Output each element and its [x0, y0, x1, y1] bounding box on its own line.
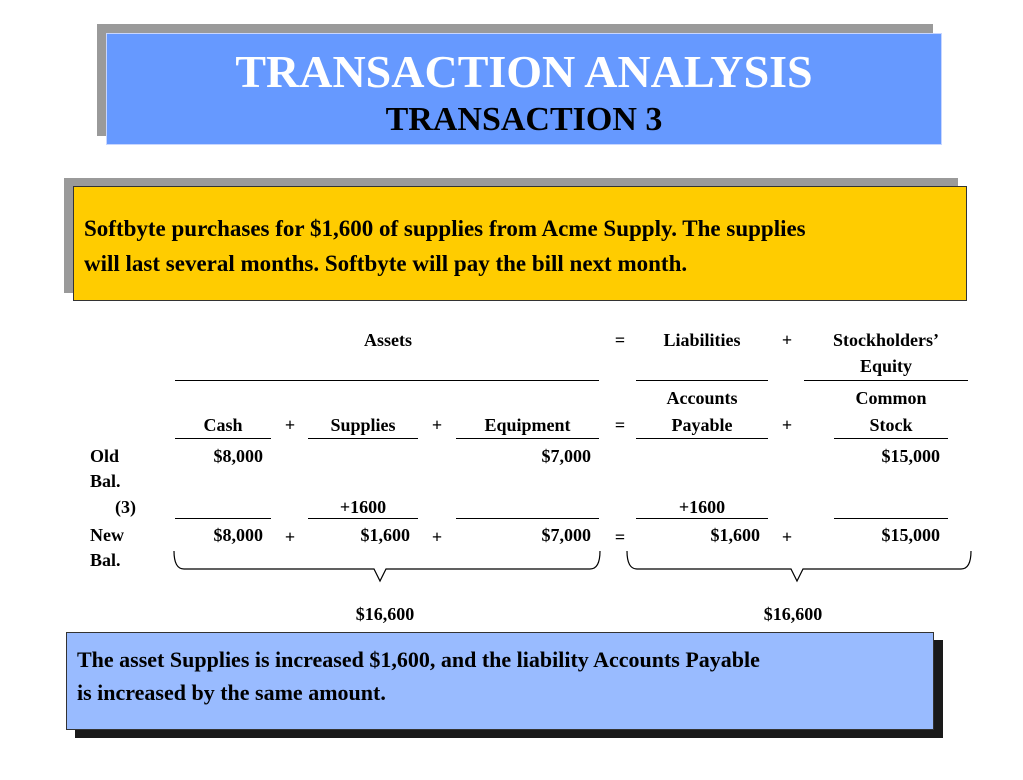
- header-plus: +: [781, 330, 793, 350]
- page-subtitle: TRANSACTION 3: [385, 101, 663, 138]
- row-new-label-line1: New: [90, 525, 124, 545]
- new-common-stock: $15,000: [881, 525, 940, 545]
- note-line-1: The asset Supplies is increased $1,600, and the liability Accounts Payable: [77, 647, 760, 672]
- ap-rule-1: [636, 438, 768, 439]
- old-cash: $8,000: [213, 446, 263, 466]
- new-plus-2: +: [431, 527, 443, 547]
- col-common-line1: Common: [855, 388, 927, 408]
- col-plus-2: +: [431, 415, 443, 435]
- new-supplies: $1,600: [360, 525, 410, 545]
- txn-supplies: +1600: [339, 497, 387, 517]
- new-equipment: $7,000: [541, 525, 591, 545]
- supplies-rule-2: [308, 518, 418, 519]
- col-supplies: Supplies: [330, 415, 396, 435]
- transaction-description: [73, 186, 967, 301]
- col-cash: Cash: [203, 415, 243, 435]
- equipment-rule-2: [456, 518, 599, 519]
- new-plus-3: +: [781, 527, 793, 547]
- header-equity-line2: Equity: [859, 356, 913, 376]
- cs-rule-2: [834, 518, 948, 519]
- header-assets: Assets: [364, 330, 412, 350]
- header-liabilities: Liabilities: [663, 330, 741, 350]
- equity-header-rule: [804, 380, 968, 381]
- liabilities-header-rule: [636, 380, 768, 381]
- col-plus-1: +: [284, 415, 296, 435]
- new-accounts-payable: $1,600: [710, 525, 760, 545]
- new-equals: =: [614, 527, 626, 547]
- row-old-label-line1: Old: [90, 446, 120, 466]
- old-equipment: $7,000: [541, 446, 591, 466]
- assets-header-rule: [175, 380, 599, 381]
- assets-brace: [170, 545, 604, 585]
- col-plus-3: +: [781, 415, 793, 435]
- total-assets: $16,600: [355, 604, 415, 624]
- explanation-note: [66, 632, 934, 730]
- note-line-2: is increased by the same amount.: [77, 680, 386, 705]
- page-title: TRANSACTION ANALYSIS: [235, 46, 813, 97]
- equipment-rule-1: [456, 438, 599, 439]
- new-plus-1: +: [284, 527, 296, 547]
- header-equity-line1: Stockholders’: [832, 330, 939, 350]
- title-box: [106, 33, 942, 145]
- cash-rule-1: [175, 438, 271, 439]
- cash-rule-2: [175, 518, 271, 519]
- txn-accounts-payable: +1600: [678, 497, 726, 517]
- header-equals: =: [614, 330, 626, 350]
- row-new-label-line2: Bal.: [90, 550, 121, 570]
- new-cash: $8,000: [213, 525, 263, 545]
- ap-rule-2: [636, 518, 768, 519]
- col-equipment: Equipment: [484, 415, 571, 435]
- old-common-stock: $15,000: [881, 446, 940, 466]
- total-liabilities-equity: $16,600: [763, 604, 823, 624]
- description-line-1: Softbyte purchases for $1,600 of supplies from Acme Supply. The supplies: [84, 216, 806, 241]
- liabilities-equity-brace: [623, 545, 975, 585]
- col-payable-line2: Payable: [671, 415, 733, 435]
- col-accounts-line1: Accounts: [666, 388, 738, 408]
- supplies-rule-1: [308, 438, 418, 439]
- row-old-label-line2: Bal.: [90, 471, 121, 491]
- cs-rule-1: [834, 438, 948, 439]
- col-equals: =: [614, 415, 626, 435]
- description-line-2: will last several months. Softbyte will pay the bill next month.: [84, 251, 688, 276]
- col-stock-line2: Stock: [869, 415, 913, 435]
- row-txn-label: (3): [115, 497, 136, 517]
